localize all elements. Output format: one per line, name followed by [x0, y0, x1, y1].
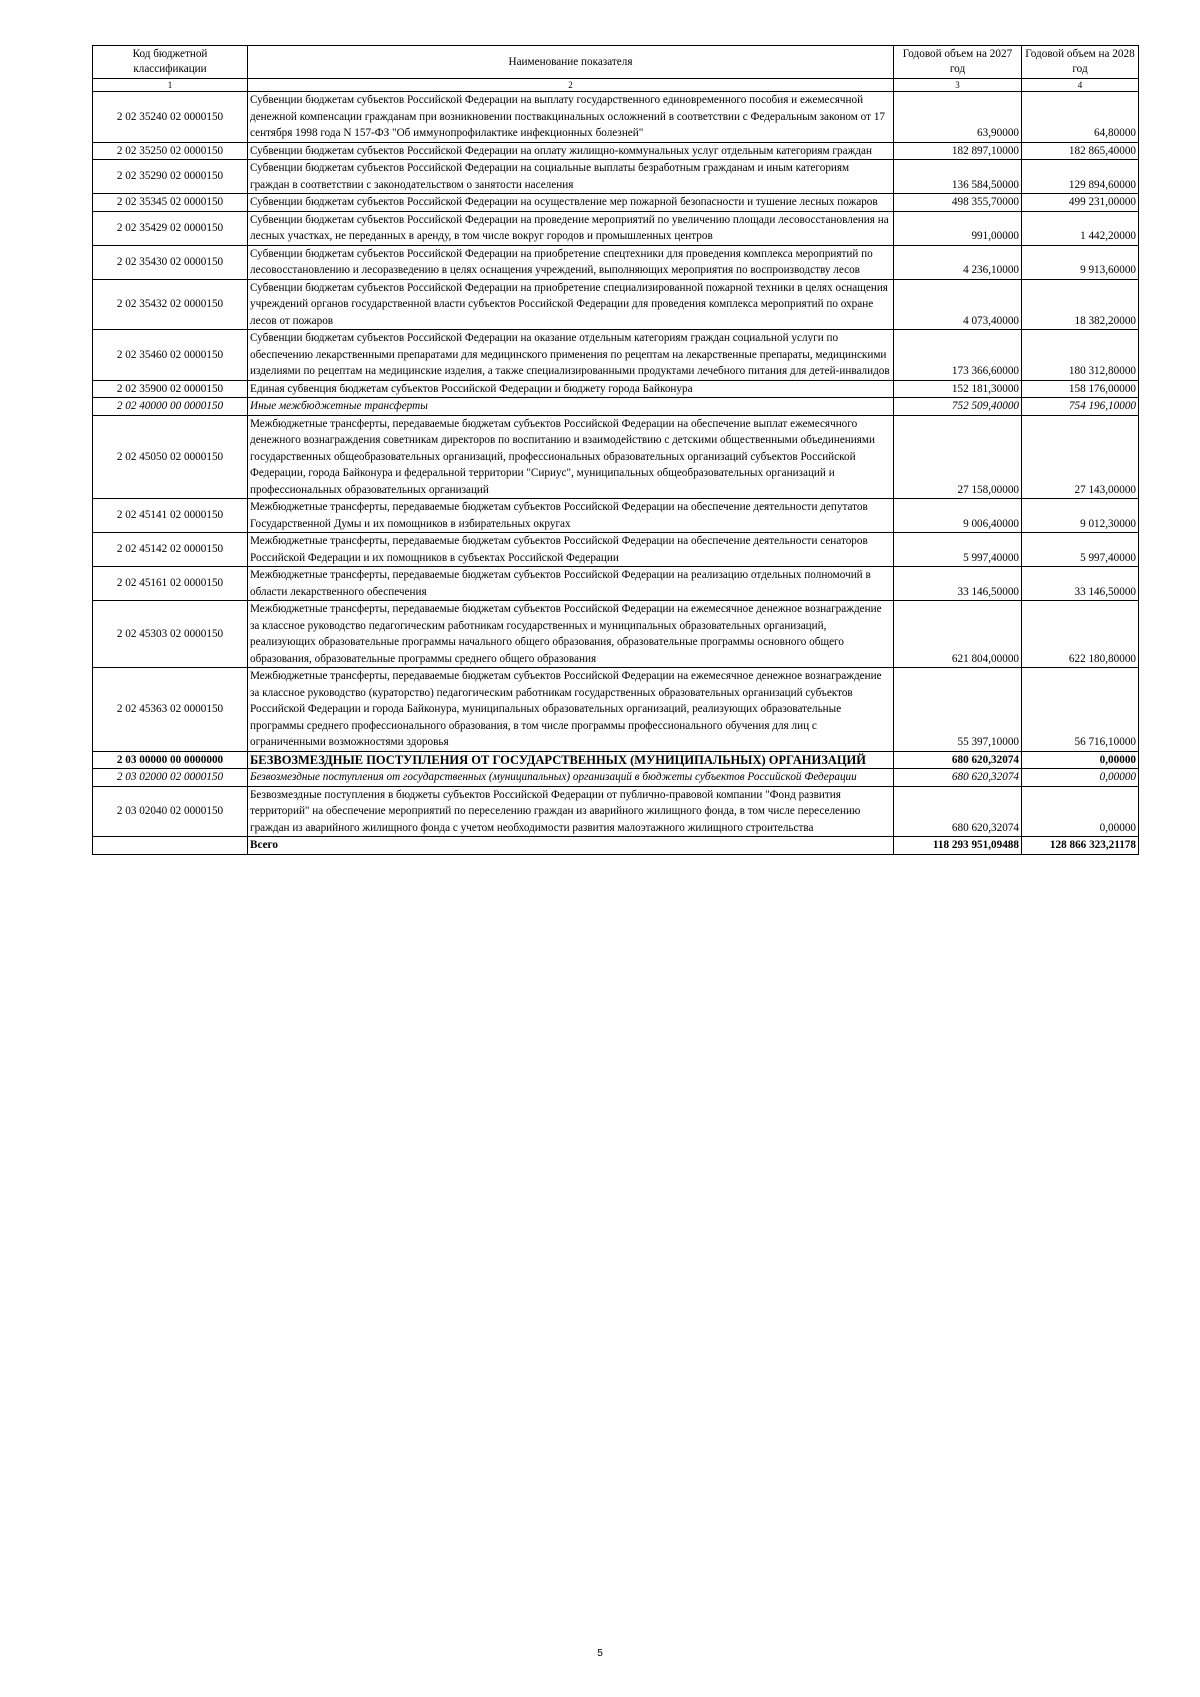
row-code: 2 02 35345 02 0000150	[93, 194, 248, 212]
row-code: 2 02 35240 02 0000150	[93, 92, 248, 143]
row-name: Субвенции бюджетам субъектов Российской Федерации на приобретение специализированной пожарной техники в целях оснащения учреждений органов государственной власти субъектов Российской Федерации для проведения комплекса мероприятий по охране лесов от пожаров	[248, 279, 894, 330]
row-name: Безвозмездные поступления от государственных (муниципальных) организаций в бюджеты субъектов Российской Федерации	[248, 769, 894, 787]
total-label: Всего	[248, 837, 894, 855]
page-number: 5	[597, 1648, 603, 1659]
row-value-2027: 680 620,32074	[894, 751, 1022, 769]
row-code: 2 02 45303 02 0000150	[93, 601, 248, 668]
row-name: Межбюджетные трансферты, передаваемые бюджетам субъектов Российской Федерации на обеспечение деятельности сенаторов Российской Федерации и их помощников в субъектах Российской Федерации	[248, 533, 894, 567]
row-value-2028: 0,00000	[1022, 751, 1139, 769]
table-row	[93, 499, 1139, 533]
table-row	[93, 160, 1139, 194]
row-value-2028: 0,00000	[1022, 786, 1139, 837]
row-value-2028: 9 913,60000	[1022, 245, 1139, 279]
table-row	[93, 398, 1139, 416]
table-row	[93, 786, 1139, 837]
row-name: Субвенции бюджетам субъектов Российской Федерации на оказание отдельным категориям граждан социальной услуги по обеспечению лекарственными препаратами для медицинского применения по рецептам на лекарственные препараты, медицинскими изделиями по рецептам на медицинские изделия, а также специализированными продуктами лечебного питания для детей-инвалидов	[248, 330, 894, 381]
table-row	[93, 211, 1139, 245]
header-name: Наименование показателя	[248, 46, 894, 79]
row-value-2027: 680 620,32074	[894, 786, 1022, 837]
row-code: 2 02 35900 02 0000150	[93, 380, 248, 398]
total-value-2028: 128 866 323,21178	[1022, 837, 1139, 855]
row-code: 2 02 35250 02 0000150	[93, 142, 248, 160]
table-row	[93, 668, 1139, 752]
row-name: Субвенции бюджетам субъектов Российской Федерации на проведение мероприятий по увеличению площади лесовосстановления на лесных участках, не переданных в аренду, в том числе вокруг городов и промышленных центров	[248, 211, 894, 245]
row-value-2028: 9 012,30000	[1022, 499, 1139, 533]
row-name: Межбюджетные трансферты, передаваемые бюджетам субъектов Российской Федерации на реализацию отдельных полномочий в области лекарственного обеспечения	[248, 567, 894, 601]
table-row	[93, 533, 1139, 567]
total-value-2027: 118 293 951,09488	[894, 837, 1022, 855]
row-code: 2 02 45050 02 0000150	[93, 415, 248, 499]
row-value-2027: 4 073,40000	[894, 279, 1022, 330]
row-code: 2 02 45142 02 0000150	[93, 533, 248, 567]
table-body	[93, 92, 1139, 855]
row-value-2028: 1 442,20000	[1022, 211, 1139, 245]
row-value-2028: 754 196,10000	[1022, 398, 1139, 416]
row-code: 2 02 35460 02 0000150	[93, 330, 248, 381]
column-number: 4	[1022, 79, 1139, 92]
table-row	[93, 142, 1139, 160]
row-value-2027: 9 006,40000	[894, 499, 1022, 533]
row-code: 2 02 40000 00 0000150	[93, 398, 248, 416]
row-value-2028: 182 865,40000	[1022, 142, 1139, 160]
row-value-2027: 136 584,50000	[894, 160, 1022, 194]
header-2027: Годовой объем на 2027 год	[894, 46, 1022, 79]
row-value-2028: 129 894,60000	[1022, 160, 1139, 194]
column-number: 3	[894, 79, 1022, 92]
row-value-2028: 33 146,50000	[1022, 567, 1139, 601]
row-name: Субвенции бюджетам субъектов Российской Федерации на приобретение спецтехники для проведения комплекса мероприятий по лесовосстановлению и лесоразведению в целях оснащения учреждений, выполняющих мероприятия по воспроизводству лесов	[248, 245, 894, 279]
row-code: 2 02 35429 02 0000150	[93, 211, 248, 245]
row-value-2027: 182 897,10000	[894, 142, 1022, 160]
row-value-2028: 56 716,10000	[1022, 668, 1139, 752]
row-value-2027: 680 620,32074	[894, 769, 1022, 787]
row-value-2028: 27 143,00000	[1022, 415, 1139, 499]
column-number-row	[93, 79, 1139, 92]
table-row	[93, 415, 1139, 499]
row-value-2028: 622 180,80000	[1022, 601, 1139, 668]
table-row	[93, 751, 1139, 769]
row-value-2028: 180 312,80000	[1022, 330, 1139, 381]
row-value-2028: 64,80000	[1022, 92, 1139, 143]
row-code: 2 02 45363 02 0000150	[93, 668, 248, 752]
row-value-2027: 4 236,10000	[894, 245, 1022, 279]
row-value-2028: 0,00000	[1022, 769, 1139, 787]
header-2028: Годовой объем на 2028 год	[1022, 46, 1139, 79]
row-name: Единая субвенция бюджетам субъектов Российской Федерации и бюджету города Байконура	[248, 380, 894, 398]
table-row	[93, 567, 1139, 601]
row-value-2027: 991,00000	[894, 211, 1022, 245]
row-value-2027: 621 804,00000	[894, 601, 1022, 668]
row-code: 2 03 02040 02 0000150	[93, 786, 248, 837]
budget-table	[92, 45, 1139, 855]
row-code: 2 02 45141 02 0000150	[93, 499, 248, 533]
row-value-2028: 499 231,00000	[1022, 194, 1139, 212]
table-row	[93, 279, 1139, 330]
row-code: 2 03 00000 00 0000000	[93, 751, 248, 769]
table-row	[93, 245, 1139, 279]
row-name: Субвенции бюджетам субъектов Российской Федерации на выплату государственного единовременного пособия и ежемесячной денежной компенсации гражданам при возникновении поствакцинальных осложнений в соответствии с Федеральным законом от 17 сентября 1998 года N 157-ФЗ "Об иммунопрофилактике инфекционных болезней"	[248, 92, 894, 143]
row-code: 2 03 02000 02 0000150	[93, 769, 248, 787]
row-name: БЕЗВОЗМЕЗДНЫЕ ПОСТУПЛЕНИЯ ОТ ГОСУДАРСТВЕННЫХ (МУНИЦИПАЛЬНЫХ) ОРГАНИЗАЦИЙ	[248, 751, 894, 769]
header-code: Код бюджетной классификации	[93, 46, 248, 79]
header-row	[93, 46, 1139, 79]
row-value-2027: 752 509,40000	[894, 398, 1022, 416]
table-row	[93, 380, 1139, 398]
row-code: 2 02 35430 02 0000150	[93, 245, 248, 279]
row-name: Безвозмездные поступления в бюджеты субъектов Российской Федерации от публично-правовой компании "Фонд развития территорий" на обеспечение мероприятий по переселению граждан из аварийного жилищного фонда, в том числе переселению граждан из аварийного жилищного фонда с учетом необходимости развития малоэтажного жилищного строительства	[248, 786, 894, 837]
column-number: 1	[93, 79, 248, 92]
row-value-2028: 158 176,00000	[1022, 380, 1139, 398]
row-name: Межбюджетные трансферты, передаваемые бюджетам субъектов Российской Федерации на ежемесячное денежное вознаграждение за классное руководство педагогическим работникам государственных и муниципальных образовательных организаций, реализующих образовательные программы начального общего образования, образовательные программы основного общего образования, образовательные программы среднего общего образования	[248, 601, 894, 668]
row-name: Субвенции бюджетам субъектов Российской Федерации на осуществление мер пожарной безопасности и тушение лесных пожаров	[248, 194, 894, 212]
table-row	[93, 92, 1139, 143]
row-value-2027: 27 158,00000	[894, 415, 1022, 499]
row-name: Субвенции бюджетам субъектов Российской Федерации на социальные выплаты безработным гражданам и иным категориям граждан в соответствии с законодательством о занятости населения	[248, 160, 894, 194]
row-code: 2 02 45161 02 0000150	[93, 567, 248, 601]
row-value-2027: 152 181,30000	[894, 380, 1022, 398]
row-name: Иные межбюджетные трансферты	[248, 398, 894, 416]
row-value-2027: 63,90000	[894, 92, 1022, 143]
column-number: 2	[248, 79, 894, 92]
row-value-2027: 498 355,70000	[894, 194, 1022, 212]
table-row	[93, 330, 1139, 381]
row-name: Межбюджетные трансферты, передаваемые бюджетам субъектов Российской Федерации на обеспечение деятельности депутатов Государственной Думы и их помощников в избирательных округах	[248, 499, 894, 533]
row-value-2028: 18 382,20000	[1022, 279, 1139, 330]
row-name: Субвенции бюджетам субъектов Российской Федерации на оплату жилищно-коммунальных услуг отдельным категориям граждан	[248, 142, 894, 160]
row-name: Межбюджетные трансферты, передаваемые бюджетам субъектов Российской Федерации на ежемесячное денежное вознаграждение за классное руководство (кураторство) педагогическим работникам государственных образовательных организаций субъектов Российской Федерации и города Байконура, муниципальных образовательных организаций, реализующих образовательные программы среднего профессионального образования, в том числе программы профессионального обучения для лиц с ограниченными возможностями здоровья	[248, 668, 894, 752]
total-row	[93, 837, 1139, 855]
row-value-2027: 33 146,50000	[894, 567, 1022, 601]
row-name: Межбюджетные трансферты, передаваемые бюджетам субъектов Российской Федерации на обеспечение выплат ежемесячного денежного вознаграждения советникам директоров по воспитанию и взаимодействию с детскими общественными объединениями государственных общеобразовательных организаций, профессиональных образовательных организаций субъектов Российской Федерации, города Байконура и федеральной территории "Сириус", муниципальных общеобразовательных организаций и профессиональных образовательных организаций	[248, 415, 894, 499]
row-value-2027: 5 997,40000	[894, 533, 1022, 567]
total-code	[93, 837, 248, 855]
row-code: 2 02 35432 02 0000150	[93, 279, 248, 330]
table-row	[93, 769, 1139, 787]
row-code: 2 02 35290 02 0000150	[93, 160, 248, 194]
table-row	[93, 601, 1139, 668]
table-row	[93, 194, 1139, 212]
row-value-2027: 173 366,60000	[894, 330, 1022, 381]
row-value-2027: 55 397,10000	[894, 668, 1022, 752]
row-value-2028: 5 997,40000	[1022, 533, 1139, 567]
